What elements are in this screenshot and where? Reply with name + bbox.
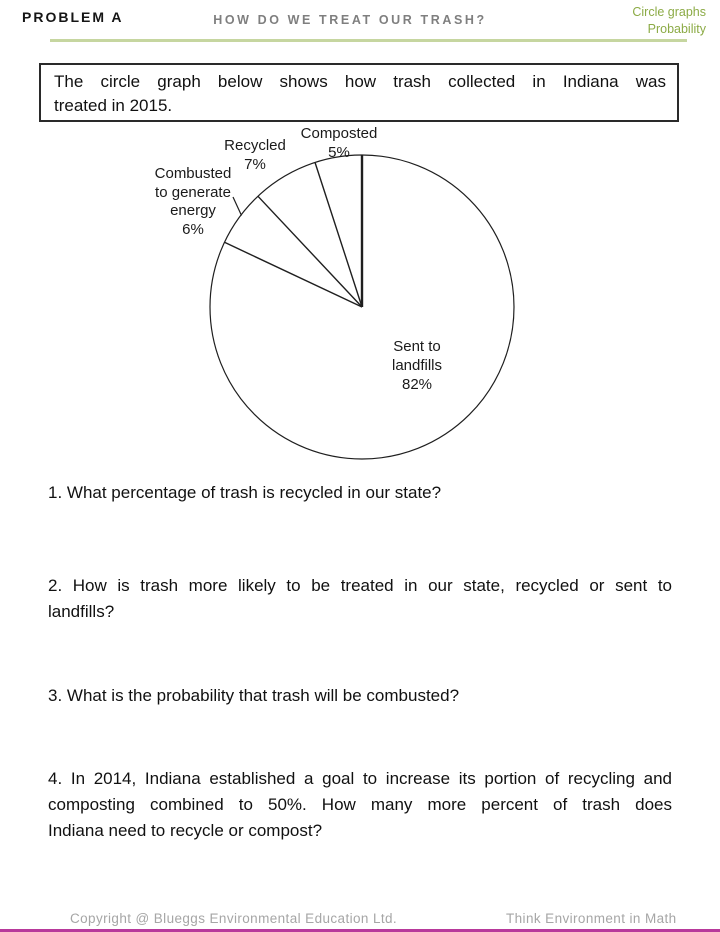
page-title: HOW DO WE TREAT OUR TRASH? (213, 13, 487, 27)
pie-label-text: energy (170, 202, 216, 219)
footer-copyright: Copyright @ Blueggs Environmental Education Ltd. (70, 911, 398, 926)
pie-label-value: 7% (244, 155, 266, 173)
intro-box (39, 63, 679, 122)
pie-label-value: 82% (401, 376, 433, 393)
problem-label: PROBLEM A (22, 9, 124, 25)
question-4 (48, 766, 672, 844)
question-line: 2. How is trash more likely to be treated in our state, recycled or sent to (48, 576, 672, 595)
pie-label-text: Recycled (224, 137, 286, 154)
question-line: landfills? (48, 602, 115, 621)
pie-label-value: 6% (182, 220, 204, 238)
tag-circle-graphs: Circle graphs (632, 5, 706, 19)
question-line: 3. What is the probability that trash will be combusted? (48, 686, 460, 705)
pie-label-landfills (357, 337, 477, 394)
pie-label-text: Composted (300, 125, 378, 142)
question-1 (48, 480, 672, 506)
pie-label-text: Sent to (393, 338, 441, 355)
question-line: composting combined to 50%. How many more percent of trash does (48, 795, 672, 814)
pie-label-text: landfills (391, 357, 443, 374)
question-line: Indiana need to recycle or compost? (48, 821, 323, 840)
header-tags (632, 4, 706, 37)
question-line: 4. In 2014, Indiana established a goal to increase its portion of recycling and (48, 769, 672, 788)
question-3 (48, 683, 672, 709)
question-line: 1. What percentage of trash is recycled in our state? (48, 483, 442, 502)
header-rule (50, 39, 687, 42)
question-2 (48, 573, 672, 625)
pie-label-value: 5% (328, 143, 350, 161)
pie-label-text: to generate (155, 183, 231, 201)
intro-line: treated in 2015. (54, 96, 173, 115)
footer-brand: Think Environment in Math (506, 911, 677, 926)
pie-label-combusted (128, 165, 258, 239)
tag-probability: Probability (647, 21, 706, 36)
pie-label-text: Combusted (154, 165, 232, 182)
intro-line: The circle graph below shows how trash collected in Indiana was (54, 72, 666, 91)
